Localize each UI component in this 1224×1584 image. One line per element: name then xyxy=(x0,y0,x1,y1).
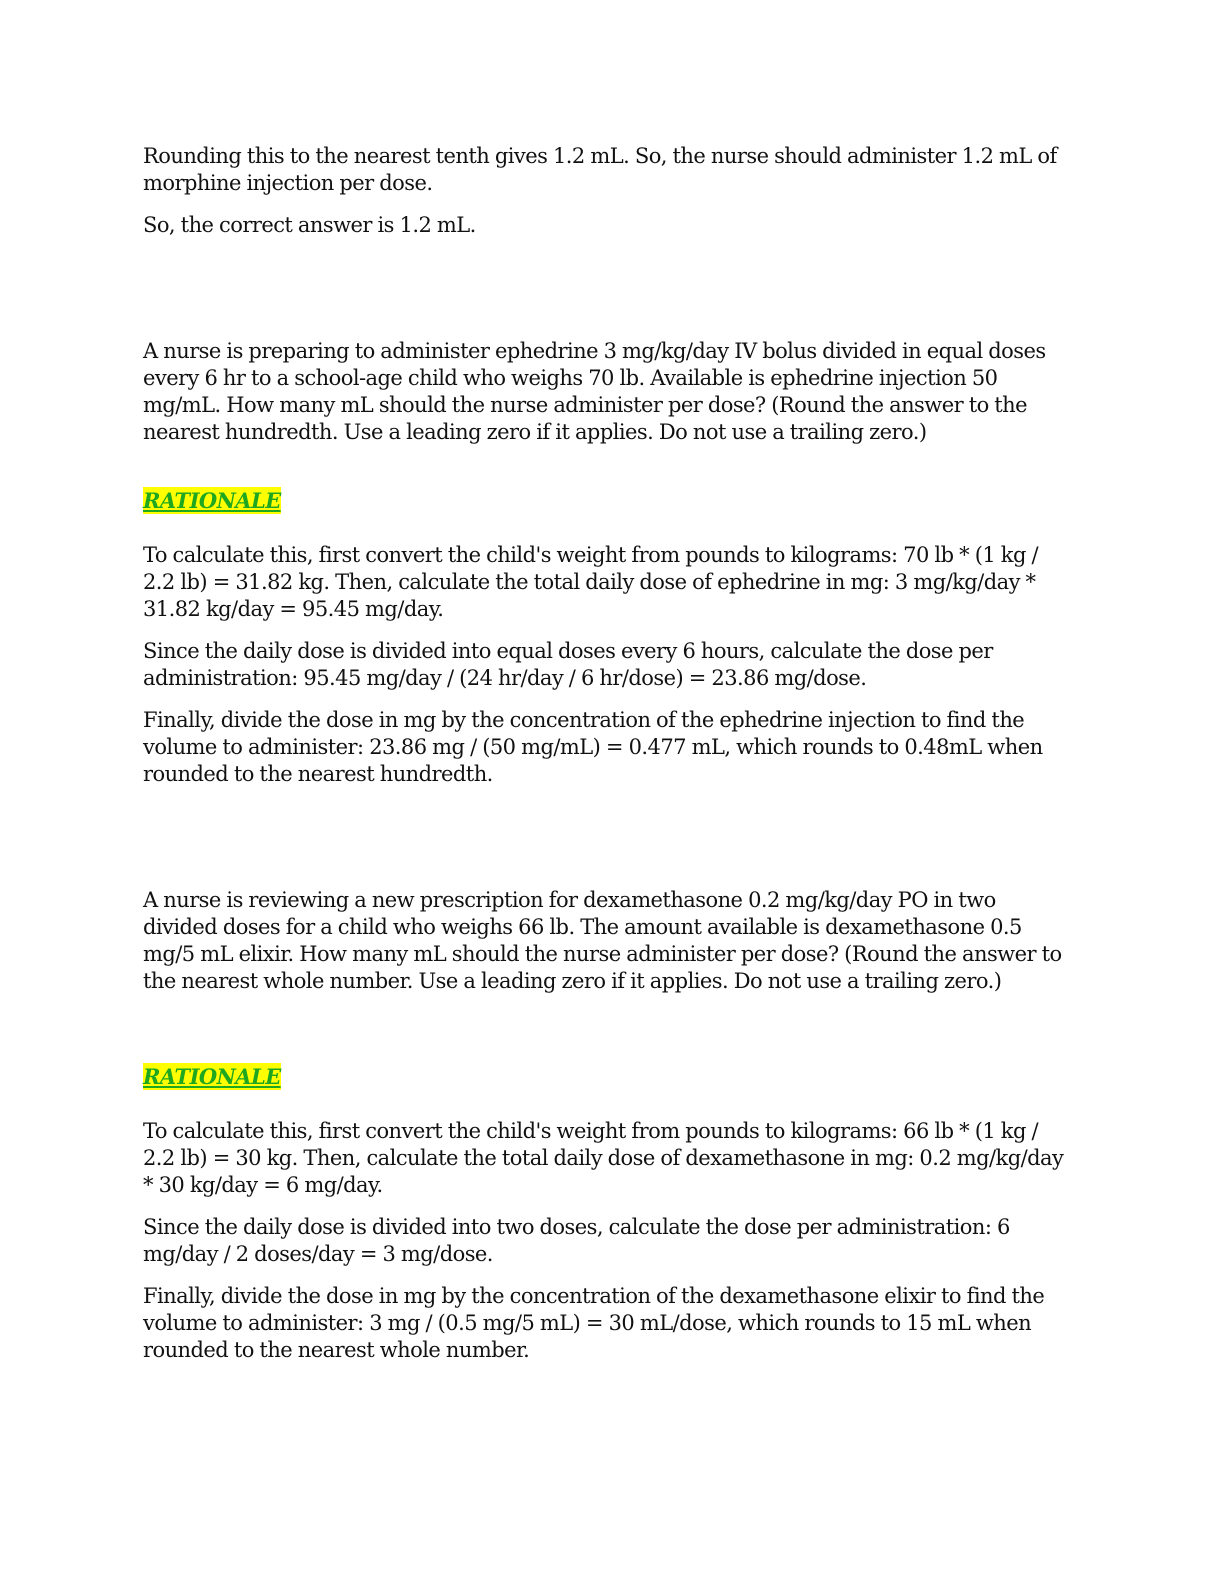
dexamethasone-rationale-step-3: Finally, divide the dose in mg by the concentration of the dexamethasone elixir to find the volume to administer: 3 mg / (0.5 mg/5 mL) = 30 mL/dose, which rounds to 15 mL when rounded to the nearest whole number. xyxy=(143,1284,1045,1362)
ephedrine-question-text: A nurse is preparing to administer ephedrine 3 mg/kg/day IV bolus divided in equal doses every 6 hr to a school-age child who weighs 70 lb. Available is ephedrine injection 50 mg/mL. How many mL should the nurse administer per dose? (Round the answer to the nearest hundredth. Use a leading zero if it applies. Do not use a trailing zero.) xyxy=(143,339,1046,444)
ephedrine-rationale-step-2: Since the daily dose is divided into equal doses every 6 hours, calculate the dose per administration: 95.45 mg/day / (24 hr/day / 6 hr/dose) = 23.86 mg/dose. xyxy=(143,639,993,690)
dexamethasone-rationale-heading: RATIONALE xyxy=(143,1064,281,1089)
dexamethasone-rationale-step-1: To calculate this, first convert the child's weight from pounds to kilograms: 66 lb * (1 kg / 2.2 lb) = 30 kg. Then, calculate the total daily dose of dexamethasone in mg: 0.2 mg/kg/day * 30 kg/day = 6 mg/day. xyxy=(143,1119,1064,1197)
dexamethasone-rationale-heading-block xyxy=(143,1063,1068,1090)
ephedrine-question xyxy=(143,338,1068,446)
ephedrine-rationale xyxy=(143,542,1068,788)
morphine-answer-section xyxy=(143,143,1068,239)
dexamethasone-rationale xyxy=(143,1118,1068,1364)
morphine-answer-paragraph: So, the correct answer is 1.2 mL. xyxy=(143,213,476,237)
dexamethasone-rationale-step-2: Since the daily dose is divided into two doses, calculate the dose per administration: 6 mg/day / 2 doses/day = 3 mg/dose. xyxy=(143,1215,1010,1266)
ephedrine-rationale-heading-block xyxy=(143,487,1068,514)
ephedrine-rationale-heading: RATIONALE xyxy=(143,488,281,513)
ephedrine-rationale-step-3: Finally, divide the dose in mg by the concentration of the ephedrine injection to find the volume to administer: 23.86 mg / (50 mg/mL) = 0.477 mL, which rounds to 0.48mL when rounded to the nearest hundredth. xyxy=(143,708,1043,786)
ephedrine-rationale-step-1: To calculate this, first convert the child's weight from pounds to kilograms: 70 lb * (1 kg / 2.2 lb) = 31.82 kg. Then, calculate the total daily dose of ephedrine in mg: 3 mg/kg/day * 31.82 kg/day = 95.45 mg/day. xyxy=(143,543,1038,621)
dexamethasone-question-text: A nurse is reviewing a new prescription for dexamethasone 0.2 mg/kg/day PO in two divided doses for a child who weighs 66 lb. The amount available is dexamethasone 0.5 mg/5 mL elixir. How many mL should the nurse administer per dose? (Round the answer to the nearest whole number. Use a leading zero if it applies. Do not use a trailing zero.) xyxy=(143,888,1062,993)
dexamethasone-question xyxy=(143,887,1068,995)
morphine-rounding-paragraph: Rounding this to the nearest tenth gives 1.2 mL. So, the nurse should administer 1.2 mL of morphine injection per dose. xyxy=(143,144,1057,195)
